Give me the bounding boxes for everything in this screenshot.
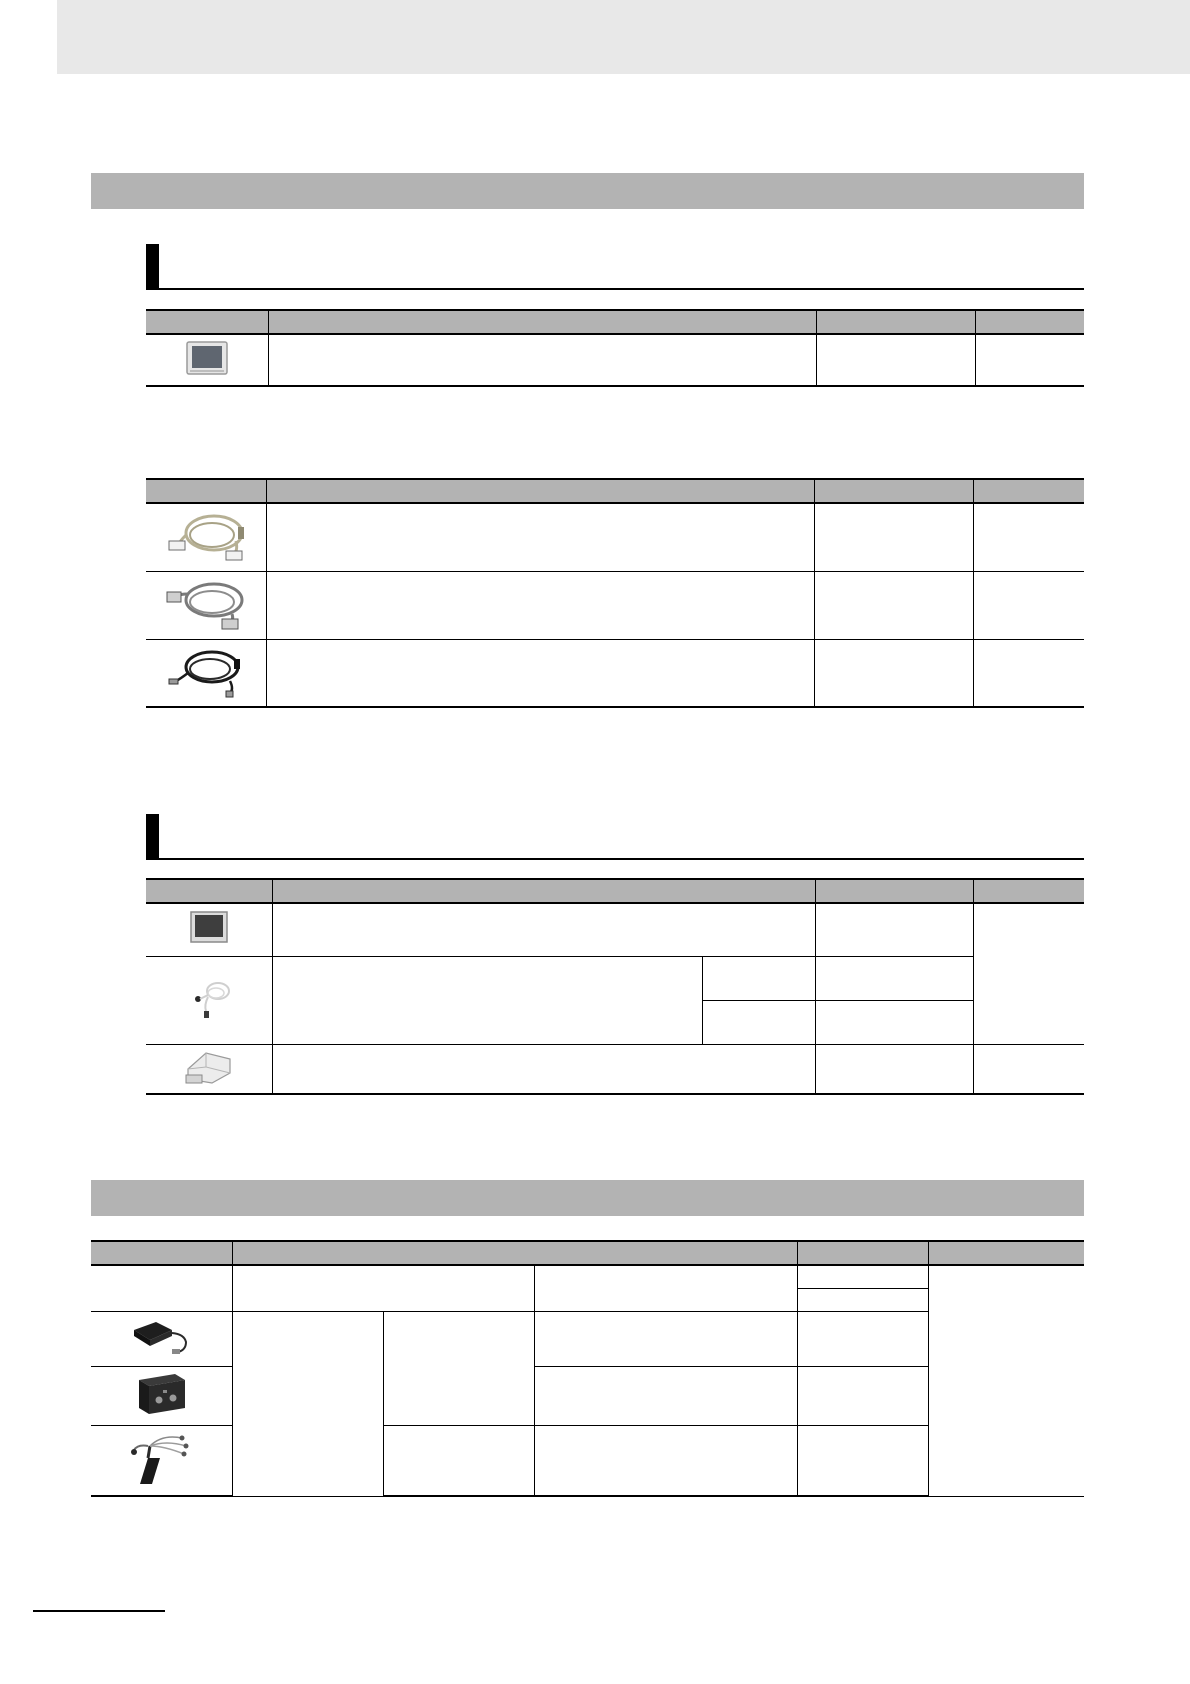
table-header-cell bbox=[146, 310, 268, 334]
table-cell bbox=[702, 1000, 815, 1044]
table-cell bbox=[973, 903, 1084, 1044]
section-heading-band bbox=[91, 173, 1084, 209]
table-cell bbox=[534, 1366, 797, 1425]
table-cell bbox=[268, 334, 816, 386]
product-table-3 bbox=[146, 878, 1084, 1095]
table-header-cell bbox=[268, 310, 816, 334]
table-cell bbox=[816, 334, 975, 386]
product-image-cell bbox=[146, 571, 266, 639]
controller-box-icon bbox=[133, 1370, 189, 1416]
table-cell bbox=[975, 334, 1084, 386]
table-cell bbox=[973, 571, 1084, 639]
section-heading-band bbox=[91, 1180, 1084, 1216]
table-header-cell bbox=[975, 310, 1084, 334]
table-cell bbox=[702, 956, 815, 1000]
table-header-cell bbox=[146, 479, 266, 503]
table-cell bbox=[815, 903, 973, 956]
table-row bbox=[146, 956, 1084, 1000]
table-cell bbox=[797, 1311, 928, 1366]
table-row bbox=[146, 903, 1084, 956]
table-row bbox=[146, 1044, 1084, 1094]
table-cell bbox=[266, 571, 814, 639]
table-cell bbox=[815, 1000, 973, 1044]
table-cell bbox=[232, 1311, 383, 1496]
table-cell bbox=[383, 1425, 534, 1496]
product-image-cell bbox=[146, 956, 272, 1044]
table-header-cell bbox=[973, 479, 1084, 503]
table-header-cell bbox=[91, 1241, 232, 1265]
product-table-4 bbox=[91, 1240, 1084, 1497]
product-image-cell bbox=[146, 639, 266, 707]
multi-connector-cable-icon bbox=[126, 1428, 196, 1488]
product-image-cell bbox=[146, 1044, 272, 1094]
coiled-cable-icon bbox=[184, 975, 234, 1021]
table-cell bbox=[928, 1265, 1084, 1496]
table-header-row bbox=[91, 1241, 1084, 1265]
table-cell bbox=[815, 956, 973, 1000]
table-cell bbox=[272, 956, 702, 1044]
table-cell bbox=[815, 1044, 973, 1094]
table-header-cell bbox=[232, 1241, 797, 1265]
table-cell bbox=[266, 639, 814, 707]
table-header-cell bbox=[814, 479, 973, 503]
table-cell bbox=[973, 1044, 1084, 1094]
table-cell bbox=[797, 1366, 928, 1425]
table-cell bbox=[534, 1265, 797, 1311]
table-header-row bbox=[146, 310, 1084, 334]
table-header-cell bbox=[928, 1241, 1084, 1265]
table-cell bbox=[534, 1425, 797, 1496]
footer-rule bbox=[33, 1610, 165, 1612]
table-header-row bbox=[146, 479, 1084, 503]
product-table-1 bbox=[146, 309, 1084, 387]
page-header-band bbox=[57, 0, 1190, 74]
table-row bbox=[146, 639, 1084, 707]
table-cell bbox=[266, 503, 814, 571]
serial-cable-icon bbox=[164, 505, 248, 565]
heading-marker bbox=[146, 244, 159, 288]
product-table-2 bbox=[146, 478, 1084, 708]
table-header-cell bbox=[146, 879, 272, 903]
product-image-cell bbox=[91, 1311, 232, 1366]
table-cell bbox=[973, 639, 1084, 707]
table-header-cell bbox=[797, 1241, 928, 1265]
table-row bbox=[146, 571, 1084, 639]
table-cell bbox=[814, 639, 973, 707]
table-row bbox=[91, 1265, 1084, 1288]
table-row bbox=[146, 334, 1084, 386]
table-row bbox=[146, 503, 1084, 571]
industrial-pc-icon bbox=[189, 910, 229, 944]
table-cell bbox=[797, 1265, 928, 1288]
usb-cable-icon bbox=[164, 641, 248, 699]
table-cell bbox=[973, 503, 1084, 571]
table-header-cell bbox=[266, 479, 814, 503]
subsection-heading bbox=[146, 244, 1084, 290]
table-cell bbox=[814, 571, 973, 639]
sensor-unit-icon bbox=[126, 1316, 196, 1356]
product-image-cell bbox=[146, 334, 268, 386]
product-image-cell bbox=[146, 503, 266, 571]
serial-cable-icon bbox=[164, 574, 248, 632]
product-image-cell bbox=[91, 1425, 232, 1496]
table-cell bbox=[797, 1425, 928, 1496]
table-header-cell bbox=[272, 879, 815, 903]
subsection-heading bbox=[146, 814, 1084, 860]
product-image-cell bbox=[146, 903, 272, 956]
table-header-row bbox=[146, 879, 1084, 903]
table-cell bbox=[797, 1288, 928, 1311]
touch-panel-icon bbox=[184, 340, 230, 376]
heading-marker bbox=[146, 814, 159, 858]
table-cell bbox=[814, 503, 973, 571]
table-cell bbox=[534, 1311, 797, 1366]
table-header-cell bbox=[815, 879, 973, 903]
table-header-cell bbox=[973, 879, 1084, 903]
table-cell bbox=[232, 1265, 534, 1311]
table-cell bbox=[272, 1044, 815, 1094]
table-header-cell bbox=[816, 310, 975, 334]
product-image-cell bbox=[91, 1366, 232, 1425]
table-cell bbox=[383, 1311, 534, 1425]
table-cell bbox=[272, 903, 815, 956]
connector-adapter-icon bbox=[182, 1045, 236, 1087]
table-cell bbox=[91, 1265, 232, 1311]
